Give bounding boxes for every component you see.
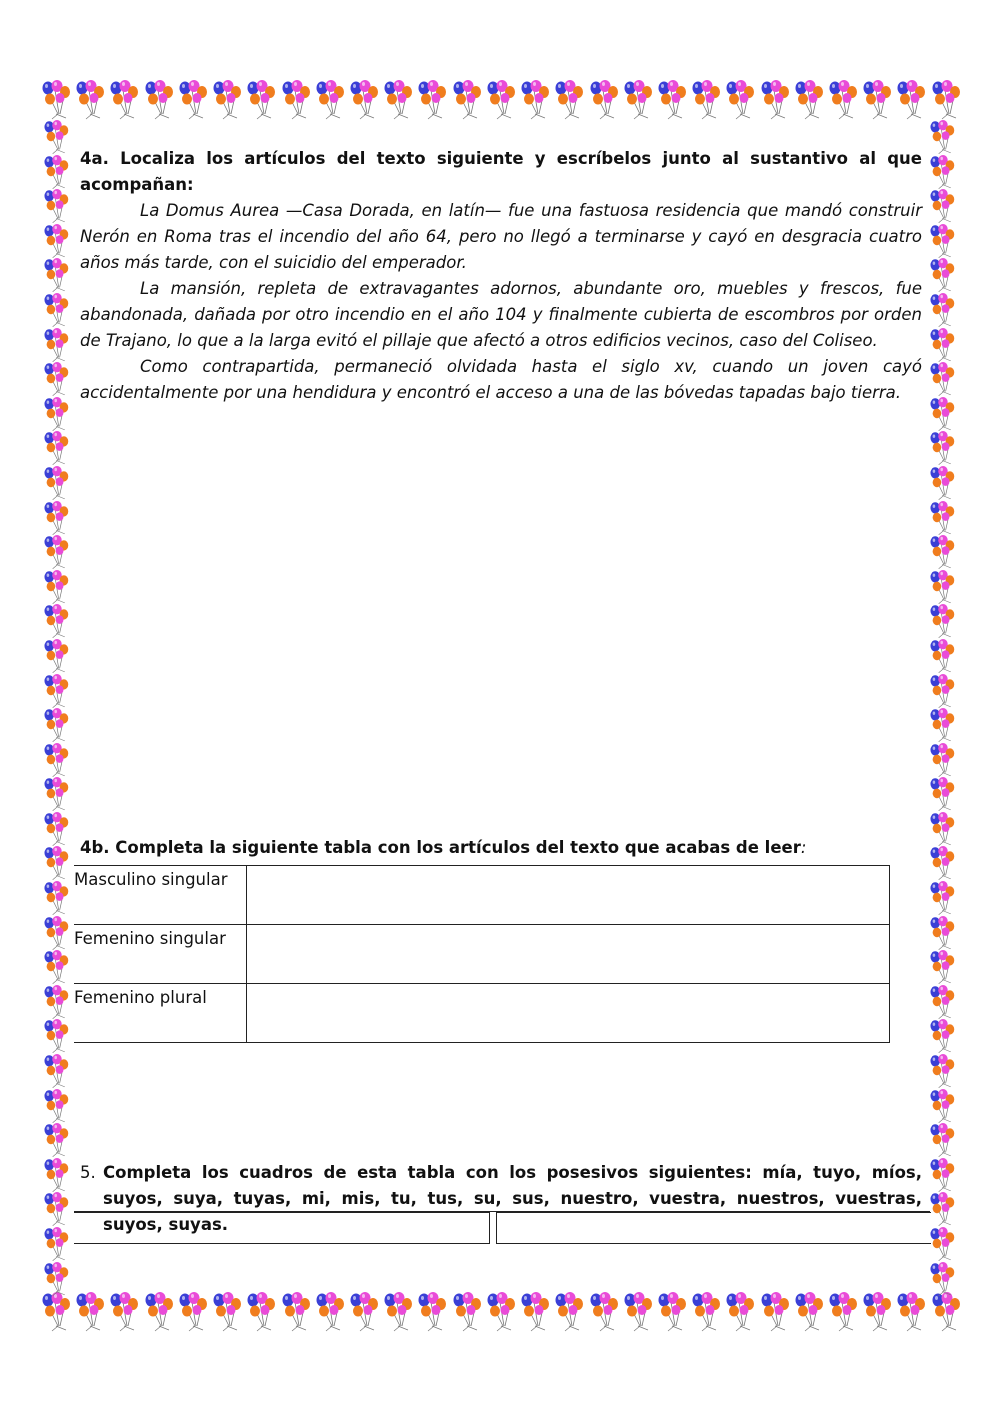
balloons-icon — [930, 1292, 964, 1332]
balloons-icon — [211, 80, 245, 120]
question-5-text: Completa los cuadros de esta tabla con los posesivos siguientes: mía, tuyo, míos, suyos, suya, tuyas, mi, mis, tu, tus, su, sus, nuestro, vuestra, nuestros, vuestras, suyos, suyas. — [103, 1163, 922, 1234]
balloons-icon — [926, 1262, 960, 1297]
balloons-icon — [40, 570, 74, 605]
balloons-icon — [314, 80, 348, 120]
balloons-icon — [40, 120, 74, 155]
balloons-icon — [861, 80, 895, 120]
balloons-icon — [553, 80, 587, 120]
possessives-cell-right[interactable] — [496, 1212, 931, 1244]
balloon-border-right — [926, 120, 966, 1296]
balloons-icon — [40, 1292, 74, 1332]
balloons-icon — [40, 1019, 74, 1054]
balloons-icon — [74, 1292, 108, 1332]
balloons-icon — [759, 1292, 793, 1332]
balloon-border-left — [40, 120, 80, 1296]
balloons-icon — [926, 1192, 960, 1227]
balloons-icon — [759, 80, 793, 120]
balloons-icon — [926, 328, 960, 363]
balloons-icon — [40, 1089, 74, 1124]
text-paragraph-2: La mansión, repleta de extravagantes adornos, abundante oro, muebles y frescos, fue abandonada, dañada por otro incendio en el año 104 y finalmente cubierta de escombros por orden de Trajano, lo que a la larga evitó el pillaje que afectó a otros edificios vecinos, caso del Coliseo. — [80, 279, 922, 350]
balloons-icon — [519, 1292, 553, 1332]
balloons-icon — [793, 80, 827, 120]
balloons-icon — [926, 777, 960, 812]
balloons-icon — [926, 466, 960, 501]
balloons-icon — [553, 1292, 587, 1332]
balloons-icon — [926, 916, 960, 951]
balloons-icon — [40, 1158, 74, 1193]
balloons-icon — [926, 293, 960, 328]
balloons-icon — [926, 950, 960, 985]
question-4b-title — [80, 838, 806, 857]
balloons-icon — [40, 812, 74, 847]
balloons-icon — [245, 80, 279, 120]
balloons-icon — [690, 80, 724, 120]
balloons-icon — [40, 916, 74, 951]
balloons-icon — [926, 120, 960, 155]
balloons-icon — [895, 1292, 929, 1332]
balloons-icon — [926, 846, 960, 881]
balloons-icon — [690, 1292, 724, 1332]
balloons-icon — [40, 985, 74, 1020]
balloons-icon — [926, 362, 960, 397]
balloons-icon — [926, 224, 960, 259]
balloons-icon — [926, 881, 960, 916]
balloons-icon — [40, 674, 74, 709]
balloons-icon — [40, 743, 74, 778]
balloons-icon — [348, 80, 382, 120]
balloons-icon — [827, 1292, 861, 1332]
balloons-icon — [40, 466, 74, 501]
balloons-icon — [519, 80, 553, 120]
table-row — [74, 984, 890, 1043]
balloon-border-top — [40, 80, 964, 126]
balloons-icon — [926, 1019, 960, 1054]
balloons-icon — [926, 604, 960, 639]
balloons-icon — [926, 535, 960, 570]
balloons-icon — [827, 80, 861, 120]
balloons-icon — [40, 1054, 74, 1089]
balloons-icon — [926, 743, 960, 778]
balloons-icon — [895, 80, 929, 120]
balloons-icon — [40, 431, 74, 466]
balloons-icon — [40, 224, 74, 259]
balloons-icon — [451, 1292, 485, 1332]
balloons-icon — [861, 1292, 895, 1332]
balloons-icon — [40, 881, 74, 916]
row-label: Masculino singular — [74, 866, 247, 925]
balloons-icon — [485, 1292, 519, 1332]
balloons-icon — [926, 155, 960, 190]
balloons-icon — [108, 1292, 142, 1332]
articles-table — [74, 865, 890, 1043]
answer-cell[interactable] — [247, 984, 890, 1043]
question-4b-title-text: 4b. Completa la siguiente tabla con los artículos del texto que acabas de leer — [80, 838, 801, 857]
balloons-icon — [926, 501, 960, 536]
balloons-icon — [926, 812, 960, 847]
question-4b-colon: : — [800, 838, 807, 857]
balloons-icon — [40, 80, 74, 120]
balloons-icon — [793, 1292, 827, 1332]
question-4a-title: 4a. Localiza los artículos del texto siguiente y escríbelos junto al sustantivo al que acompañan: — [80, 149, 922, 194]
balloons-icon — [40, 1262, 74, 1297]
balloons-icon — [108, 80, 142, 120]
balloons-icon — [382, 1292, 416, 1332]
balloons-icon — [926, 985, 960, 1020]
balloons-icon — [74, 80, 108, 120]
balloons-icon — [926, 708, 960, 743]
balloons-icon — [724, 1292, 758, 1332]
balloons-icon — [245, 1292, 279, 1332]
balloons-icon — [656, 1292, 690, 1332]
balloons-icon — [926, 1158, 960, 1193]
balloons-icon — [40, 328, 74, 363]
balloons-icon — [40, 777, 74, 812]
balloons-icon — [40, 293, 74, 328]
balloons-icon — [40, 708, 74, 743]
question-4a — [80, 146, 922, 406]
balloons-icon — [416, 80, 450, 120]
text-paragraph-3: Como contrapartida, permaneció olvidada hasta el siglo xv, cuando un joven cayó accidentalmente por una hendidura y encontró el acceso a una de las bóvedas tapadas bajo tierra. — [80, 357, 922, 402]
text-paragraph-1: La Domus Aurea —Casa Dorada, en latín— fue una fastuosa residencia que mandó construir Nerón en Roma tras el incendio del año 64, pero no llegó a terminarse y cayó en desgracia cuatro años más tarde, con el suicidio del emperador. — [80, 201, 922, 272]
table-row — [74, 925, 890, 984]
answer-cell[interactable] — [247, 866, 890, 925]
row-label: Femenino plural — [74, 984, 247, 1043]
balloons-icon — [40, 604, 74, 639]
balloons-icon — [143, 1292, 177, 1332]
balloons-icon — [930, 80, 964, 120]
balloons-icon — [382, 80, 416, 120]
balloons-icon — [40, 1123, 74, 1158]
balloons-icon — [926, 570, 960, 605]
balloons-icon — [485, 80, 519, 120]
balloons-icon — [926, 674, 960, 709]
balloons-icon — [926, 1227, 960, 1262]
balloons-icon — [926, 258, 960, 293]
balloons-icon — [40, 258, 74, 293]
balloons-icon — [280, 80, 314, 120]
balloons-icon — [177, 1292, 211, 1332]
balloons-icon — [588, 80, 622, 120]
balloons-icon — [926, 639, 960, 674]
row-label: Femenino singular — [74, 925, 247, 984]
question-5-number: 5. — [80, 1163, 96, 1182]
balloons-icon — [588, 1292, 622, 1332]
balloons-icon — [40, 1192, 74, 1227]
balloons-icon — [40, 189, 74, 224]
balloons-icon — [40, 397, 74, 432]
balloons-icon — [40, 535, 74, 570]
table-row — [74, 866, 890, 925]
balloons-icon — [622, 80, 656, 120]
answer-cell[interactable] — [247, 925, 890, 984]
balloons-icon — [40, 950, 74, 985]
balloons-icon — [451, 80, 485, 120]
balloons-icon — [40, 155, 74, 190]
balloons-icon — [724, 80, 758, 120]
balloons-icon — [926, 1123, 960, 1158]
balloons-icon — [280, 1292, 314, 1332]
balloons-icon — [314, 1292, 348, 1332]
balloons-icon — [143, 80, 177, 120]
balloons-icon — [926, 397, 960, 432]
balloons-icon — [926, 189, 960, 224]
balloons-icon — [40, 501, 74, 536]
balloons-icon — [926, 431, 960, 466]
balloon-border-bottom — [40, 1292, 964, 1338]
balloons-icon — [926, 1089, 960, 1124]
balloons-icon — [177, 80, 211, 120]
balloons-icon — [40, 639, 74, 674]
balloons-icon — [40, 362, 74, 397]
balloons-icon — [926, 1054, 960, 1089]
possessives-cell-left[interactable] — [74, 1212, 490, 1244]
balloons-icon — [416, 1292, 450, 1332]
balloons-icon — [622, 1292, 656, 1332]
balloons-icon — [211, 1292, 245, 1332]
balloons-icon — [40, 846, 74, 881]
balloons-icon — [656, 80, 690, 120]
balloons-icon — [348, 1292, 382, 1332]
balloons-icon — [40, 1227, 74, 1262]
